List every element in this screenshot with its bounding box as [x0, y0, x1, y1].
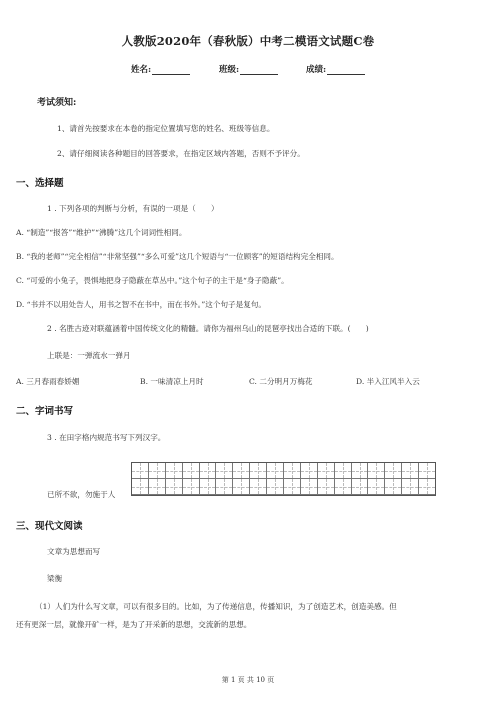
score-field	[306, 63, 365, 75]
question-2-option-b: B. 一味清凉上月时	[140, 377, 204, 386]
grid-cell[interactable]	[335, 463, 352, 479]
grid-cell[interactable]	[368, 463, 385, 479]
grid-row	[132, 463, 435, 479]
question-1-option-b: B. “我的老师”“完全相信”“非常坚强”“多么可爱”这几个短语与“一位顾客”的短语结构完全相同。	[16, 252, 339, 261]
grid-cell[interactable]	[318, 463, 335, 479]
question-2-stem: 2 . 名胜古迹对联蕴涵着中国传统文化的精髓。请你为福州乌山的昆琶亭找出合适的下联。( )	[47, 324, 369, 333]
question-2-option-a: A. 三月春雨春娇媚	[16, 377, 80, 386]
grid-cell[interactable]	[200, 479, 217, 495]
grid-cell[interactable]	[200, 463, 217, 479]
grid-cell[interactable]	[233, 479, 250, 495]
score-label: 成绩:	[306, 65, 327, 75]
question-1-option-a: A. “制造”“报答”“维护”“沸腾”这几个词词性相同。	[16, 228, 187, 237]
grid-cell[interactable]	[352, 479, 369, 495]
grid-cell[interactable]	[419, 479, 435, 495]
grid-cell[interactable]	[318, 479, 335, 495]
question-1-option-c: C. “可爱的小兔子，畏惧地把身子隐蔽在草丛中。”这个句子的主干是“身子隐蔽”。	[16, 276, 289, 285]
question-1-option-d: D. “书并不以用处告人，用书之智不在书中，而在书外。”这个句子是复句。	[16, 300, 267, 309]
grid-cell[interactable]	[385, 463, 402, 479]
grid-cell[interactable]	[132, 463, 149, 479]
grid-cell[interactable]	[402, 463, 419, 479]
grid-cell[interactable]	[284, 479, 301, 495]
grid-cell[interactable]	[216, 479, 233, 495]
question-2-upper-couplet: 上联是：一弹流水一弹月	[47, 351, 131, 360]
name-label: 姓名:	[131, 65, 152, 75]
class-label: 班级:	[219, 65, 240, 75]
name-field	[131, 63, 190, 75]
grid-cell[interactable]	[267, 479, 284, 495]
grid-cell[interactable]	[301, 479, 318, 495]
question-2-option-c: C. 二分明月万梅花	[249, 377, 313, 386]
article-title: 文章为思想而写	[47, 547, 101, 556]
grid-cell[interactable]	[284, 463, 301, 479]
grid-cell[interactable]	[335, 479, 352, 495]
grid-cell[interactable]	[267, 463, 284, 479]
grid-cell[interactable]	[368, 479, 385, 495]
grid-cell[interactable]	[166, 479, 183, 495]
grid-cell[interactable]	[183, 463, 200, 479]
name-blank[interactable]	[152, 65, 190, 75]
grid-cell[interactable]	[233, 463, 250, 479]
grid-cell[interactable]	[149, 479, 166, 495]
grid-cell[interactable]	[301, 463, 318, 479]
article-author: 梁衡	[47, 574, 63, 583]
grid-cell[interactable]	[132, 479, 149, 495]
class-blank[interactable]	[240, 65, 278, 75]
article-paragraph-line: （1）人们为什么写文章，可以有很多目的。比如，为了传递信息，传播知识，为了创造艺术，创造美感。但	[35, 602, 397, 611]
grid-cell[interactable]	[250, 479, 267, 495]
exam-title: 人教版2020年（春秋版）中考二模语文试题C卷	[121, 34, 375, 48]
grid-row	[132, 479, 435, 495]
question-2-option-d: D. 半入江风半入云	[356, 377, 420, 386]
notice-item: 1、请首先按要求在本卷的指定位置填写您的姓名、班级等信息。	[57, 124, 275, 133]
writing-prompt: 已所不欲，勿施于人	[47, 490, 116, 499]
question-1-stem: 1 . 下列各项的判断与分析，有误的一项是（ ）	[47, 204, 219, 213]
grid-cell[interactable]	[352, 463, 369, 479]
score-blank[interactable]	[327, 65, 365, 75]
page-footer: 第 1 页 共 10 页	[221, 676, 275, 684]
grid-cell[interactable]	[402, 479, 419, 495]
grid-cell[interactable]	[183, 479, 200, 495]
grid-cell[interactable]	[250, 463, 267, 479]
grid-cell[interactable]	[149, 463, 166, 479]
grid-cell[interactable]	[216, 463, 233, 479]
grid-cell[interactable]	[385, 479, 402, 495]
grid-cell[interactable]	[419, 463, 435, 479]
section-heading-choice: 一、选择题	[16, 178, 64, 189]
tianzige-grid[interactable]	[131, 462, 436, 496]
notice-item: 2、请仔细阅读各种题目的回答要求，在指定区域内答题，否则不予评分。	[57, 149, 305, 158]
question-3-stem: 3 . 在田字格内规范书写下列汉字。	[47, 433, 166, 442]
section-heading-writing: 二、字词书写	[16, 406, 74, 417]
section-heading-reading: 三、现代文阅读	[16, 521, 83, 532]
grid-cell[interactable]	[166, 463, 183, 479]
notice-heading: 考试须知:	[37, 98, 77, 108]
article-paragraph-line: 还有更深一层，就像开矿一样，是为了开采新的思想，交流新的思想。	[16, 620, 252, 629]
class-field	[219, 63, 278, 75]
